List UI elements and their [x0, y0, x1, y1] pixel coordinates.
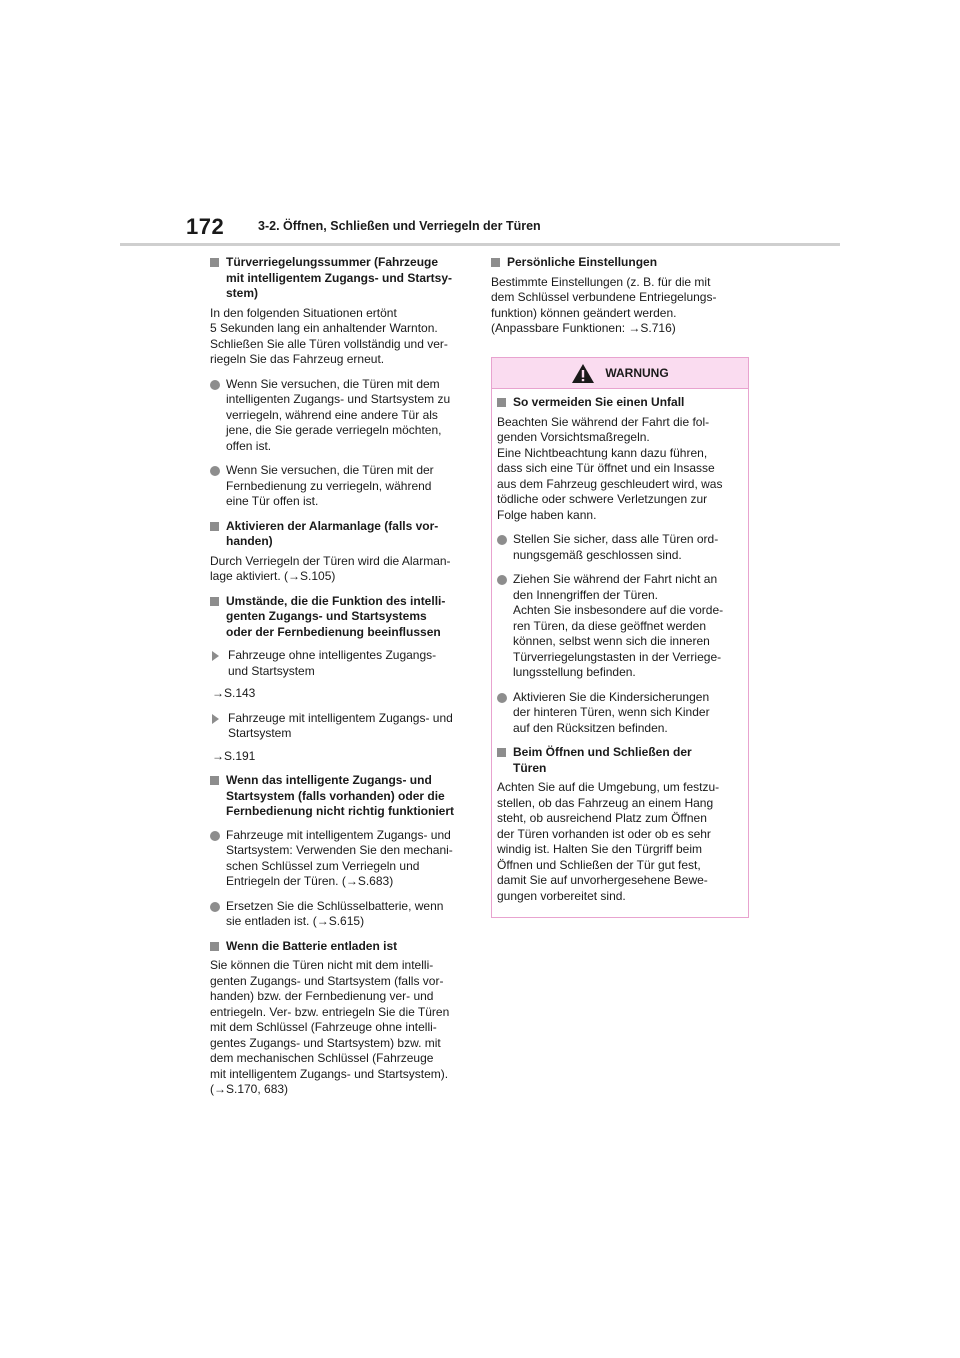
- left-column: [210, 255, 468, 1107]
- triangle-bullet-icon: [212, 714, 219, 724]
- heading-text: Wenn die Batterie entladen ist: [226, 938, 398, 953]
- list-item: [210, 377, 468, 455]
- header-divider: [120, 243, 840, 246]
- list-item: [497, 690, 743, 737]
- section-heading: [491, 255, 753, 271]
- circle-bullet-icon: [497, 575, 507, 585]
- page-number: 172: [186, 214, 225, 239]
- paragraph: Durch Verriegeln der Türen wird die Alarman- lage aktiviert. (→S.105): [210, 553, 451, 583]
- circle-bullet-icon: [210, 380, 220, 390]
- circle-bullet-icon: [210, 466, 220, 476]
- heading-text: Persönliche Einstellungen: [507, 255, 658, 269]
- heading-text: Umstände, die die Funktion des intelli- genten Zugangs- und Startsystems oder der Fernbedienung beeinflussen: [226, 593, 446, 639]
- list-item-text: Ziehen Sie während der Fahrt nicht an den Innengriffen der Türen. Achten Sie insbesondere auf die vorde- ren Türen, da diese geöffnet werden können, selbst wenn sich die inneren Türverriegelungstasten in der Verriege- lungsstellung befinden.: [513, 572, 724, 679]
- triangle-bullet-icon: [212, 651, 219, 661]
- square-bullet-icon: [210, 522, 219, 531]
- sub-item-text: Fahrzeuge ohne intelligentes Zugangs- und Startsystem: [228, 648, 437, 678]
- list-item: [210, 463, 468, 510]
- right-column: [491, 255, 753, 346]
- section-heading: [210, 939, 468, 955]
- heading-text: Türverriegelungssummer (Fahrzeuge mit intelligentem Zugangs- und Startsy- stem): [226, 255, 453, 300]
- square-bullet-icon: [497, 398, 506, 407]
- circle-bullet-icon: [210, 902, 220, 912]
- sub-item: [210, 648, 468, 679]
- list-item-text: Fahrzeuge mit intelligentem Zugangs- und Startsystem: Verwenden Sie den mechani- schen Schlüssel zum Verriegeln und Entriegeln der Türen. (→S.683): [226, 827, 453, 888]
- list-item-text: Wenn Sie versuchen, die Türen mit dem intelligenten Zugangs- und Startsystem zu verriegeln, während eine andere Tür als jene, die Sie gerade verriegeln möchten, offen ist.: [226, 376, 451, 453]
- square-bullet-icon: [210, 597, 219, 606]
- section-heading: [210, 594, 468, 641]
- warning-title: WARNUNG: [605, 366, 669, 380]
- square-bullet-icon: [491, 258, 500, 267]
- square-bullet-icon: [210, 942, 219, 951]
- sub-item: [210, 711, 468, 742]
- list-item: [497, 532, 743, 563]
- warning-box: [491, 357, 749, 918]
- square-bullet-icon: [210, 258, 219, 267]
- section-heading: [210, 255, 468, 302]
- list-item-text: Stellen Sie sicher, dass alle Türen ord- nungsgemäß geschlossen sind.: [513, 532, 719, 562]
- list-item: [497, 572, 743, 681]
- paragraph: Sie können die Türen nicht mit dem intelli- genten Zugangs- und Startsystem (falls vor- handen) bzw. der Fernbedienung ver- und entriegeln. Ver- bzw. entriegeln Sie die Türen mit dem Schlüssel (Fahrzeuge ohne intelli- gentes Zugangs- und Startsystem) bzw. mit dem mechanischen Schlüssel (Fahrzeuge mit intelligentem Zugangs- und Startsystem). (→S.170, 683): [210, 958, 450, 1096]
- heading-text: Aktivieren der Alarmanlage (falls vor- handen): [226, 518, 439, 548]
- page-reference: →S.191: [212, 748, 256, 763]
- list-item-text: Aktivieren Sie die Kindersicherungen der hinteren Türen, wenn sich Kinder auf den Rücksitzen befinden.: [513, 689, 710, 735]
- list-item-text: Wenn Sie versuchen, die Türen mit der Fernbedienung zu verriegeln, während eine Tür offen ist.: [226, 463, 434, 508]
- section-title: 3-2. Öffnen, Schließen und Verriegeln der Türen: [258, 219, 541, 233]
- paragraph: Bestimmte Einstellungen (z. B. für die mit dem Schlüssel verbundene Entriegelungs- funktion) können geändert werden. (Anpassbare Funktionen: →S.716): [491, 274, 717, 335]
- paragraph: Achten Sie auf die Umgebung, um festzu- stellen, ob das Fahrzeug an einem Hang steht, ob ausreichend Platz zum Öffnen der Türen vorhanden ist oder ob es sehr windig ist. Halten Sie den Türgriff beim Öffnen und Schließen der Tür gut fest, damit Sie auf unvorhergesehene Bewe- gungen vorbereitet sind.: [497, 780, 720, 903]
- list-item-text: Ersetzen Sie die Schlüsselbatterie, wenn sie entladen ist. (→S.615): [226, 898, 444, 928]
- circle-bullet-icon: [210, 831, 220, 841]
- section-heading: [497, 745, 743, 776]
- section-heading: [210, 519, 468, 550]
- heading-text: Wenn das intelligente Zugangs- und Startsystem (falls vorhanden) oder die Fernbedienung nicht richtig funktioniert: [226, 773, 454, 818]
- page-reference: →S.143: [212, 686, 256, 700]
- warning-body: [492, 389, 748, 904]
- paragraph: Beachten Sie während der Fahrt die fol- genden Vorsichtsmaßregeln. Eine Nichtbeachtung kann dazu führen, dass sich eine Tür öffnet und ein Insasse aus dem Fahrzeug geschleudert wird, was tödliche oder schwere Verletzungen zur Folge haben kann.: [497, 414, 723, 522]
- warning-header: [492, 358, 748, 389]
- heading-text: Beim Öffnen und Schließen der Türen: [513, 745, 692, 775]
- heading-text: So vermeiden Sie einen Unfall: [513, 395, 685, 409]
- section-heading: [210, 773, 468, 820]
- square-bullet-icon: [210, 776, 219, 785]
- warning-triangle-icon: [571, 363, 595, 384]
- section-heading: [497, 395, 743, 411]
- square-bullet-icon: [497, 748, 506, 757]
- sub-item-text: Fahrzeuge mit intelligentem Zugangs- und Startsystem: [228, 710, 453, 740]
- list-item: [210, 899, 468, 930]
- list-item: [210, 828, 468, 890]
- circle-bullet-icon: [497, 693, 507, 703]
- circle-bullet-icon: [497, 535, 507, 545]
- paragraph: In den folgenden Situationen ertönt 5 Sekunden lang ein anhaltender Warnton. Schließen Sie alle Türen vollständig und ver- riegeln Sie das Fahrzeug erneut.: [210, 305, 448, 366]
